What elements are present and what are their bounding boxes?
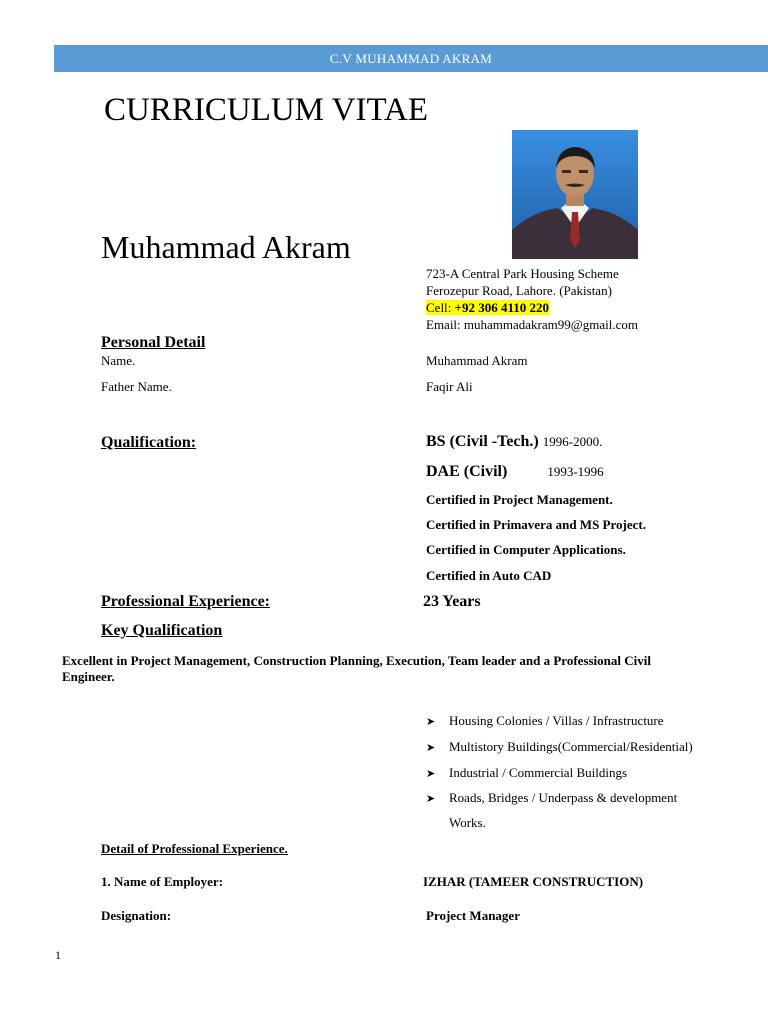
degree-dae-years: 1993-1996 [547,464,604,479]
document-title: CURRICULUM VITAE [104,92,429,128]
list-item-continuation: Works. [449,815,486,830]
list-item: ➤ Multistory Buildings(Commercial/Residential) [426,739,693,754]
arrow-bullet-icon: ➤ [426,742,436,754]
degree-dae [426,463,604,481]
cell-label: Cell: [426,300,455,315]
list-item: ➤ Industrial / Commercial Buildings [426,765,628,780]
header-band-text: C.V MUHAMMAD AKRAM [329,50,493,66]
address-line-2: Ferozepur Road, Lahore. (Pakistan) [426,283,612,298]
personal-name-value: Muhammad Akram [426,353,528,368]
cell-line [426,300,549,316]
qualification-heading: Qualification: [101,434,197,451]
list-item: ➤ Roads, Bridges / Underpass & development [426,790,678,805]
list-item: ➤ Housing Colonies / Villas / Infrastructure [426,713,664,728]
cell-number: +92 306 4110 220 [454,300,549,315]
designation-value: Project Manager [426,908,520,923]
certificate-item: Certified in Primavera and MS Project. [426,517,646,532]
degree-bs-years: 1996-2000. [542,434,603,449]
arrow-bullet-icon: ➤ [426,768,436,780]
father-name-label: Father Name. [101,379,172,394]
profile-photo [512,130,638,259]
certificate-item: Certified in Auto CAD [426,568,552,583]
candidate-name: Muhammad Akram [101,229,351,265]
father-name-value: Faqir Ali [426,379,473,394]
designation-label: Designation: [101,908,172,923]
degree-dae-name: DAE (Civil) [426,463,508,480]
key-qualification-heading: Key Qualification [101,622,223,639]
employer-value: IZHAR (TAMEER CONSTRUCTION) [423,874,644,889]
address-line-1: 723-A Central Park Housing Scheme [426,266,619,281]
header-band [54,45,768,72]
certificate-item: Certified in Computer Applications. [426,542,626,557]
arrow-bullet-icon: ➤ [426,716,436,728]
experience-years: 23 Years [423,593,481,610]
detail-experience-heading: Detail of Professional Experience. [101,841,288,856]
key-qualification-summary-line-2: Engineer. [62,669,115,684]
degree-bs-name: BS (Civil -Tech.) [426,433,539,450]
experience-heading: Professional Experience: [101,593,271,610]
personal-detail-heading: Personal Detail [101,334,206,351]
key-qualification-summary-line-1: Excellent in Project Management, Construction Planning, Execution, Team leader and a Professional Civil [62,653,651,668]
employer-label: 1. Name of Employer: [101,874,224,889]
personal-name-label: Name. [101,353,136,368]
page-number: 1 [55,948,61,962]
certificate-item: Certified in Project Management. [426,492,613,507]
degree-bs [426,433,602,451]
email-line: Email: muhammadakram99@gmail.com [426,317,638,332]
arrow-bullet-icon: ➤ [426,793,436,805]
